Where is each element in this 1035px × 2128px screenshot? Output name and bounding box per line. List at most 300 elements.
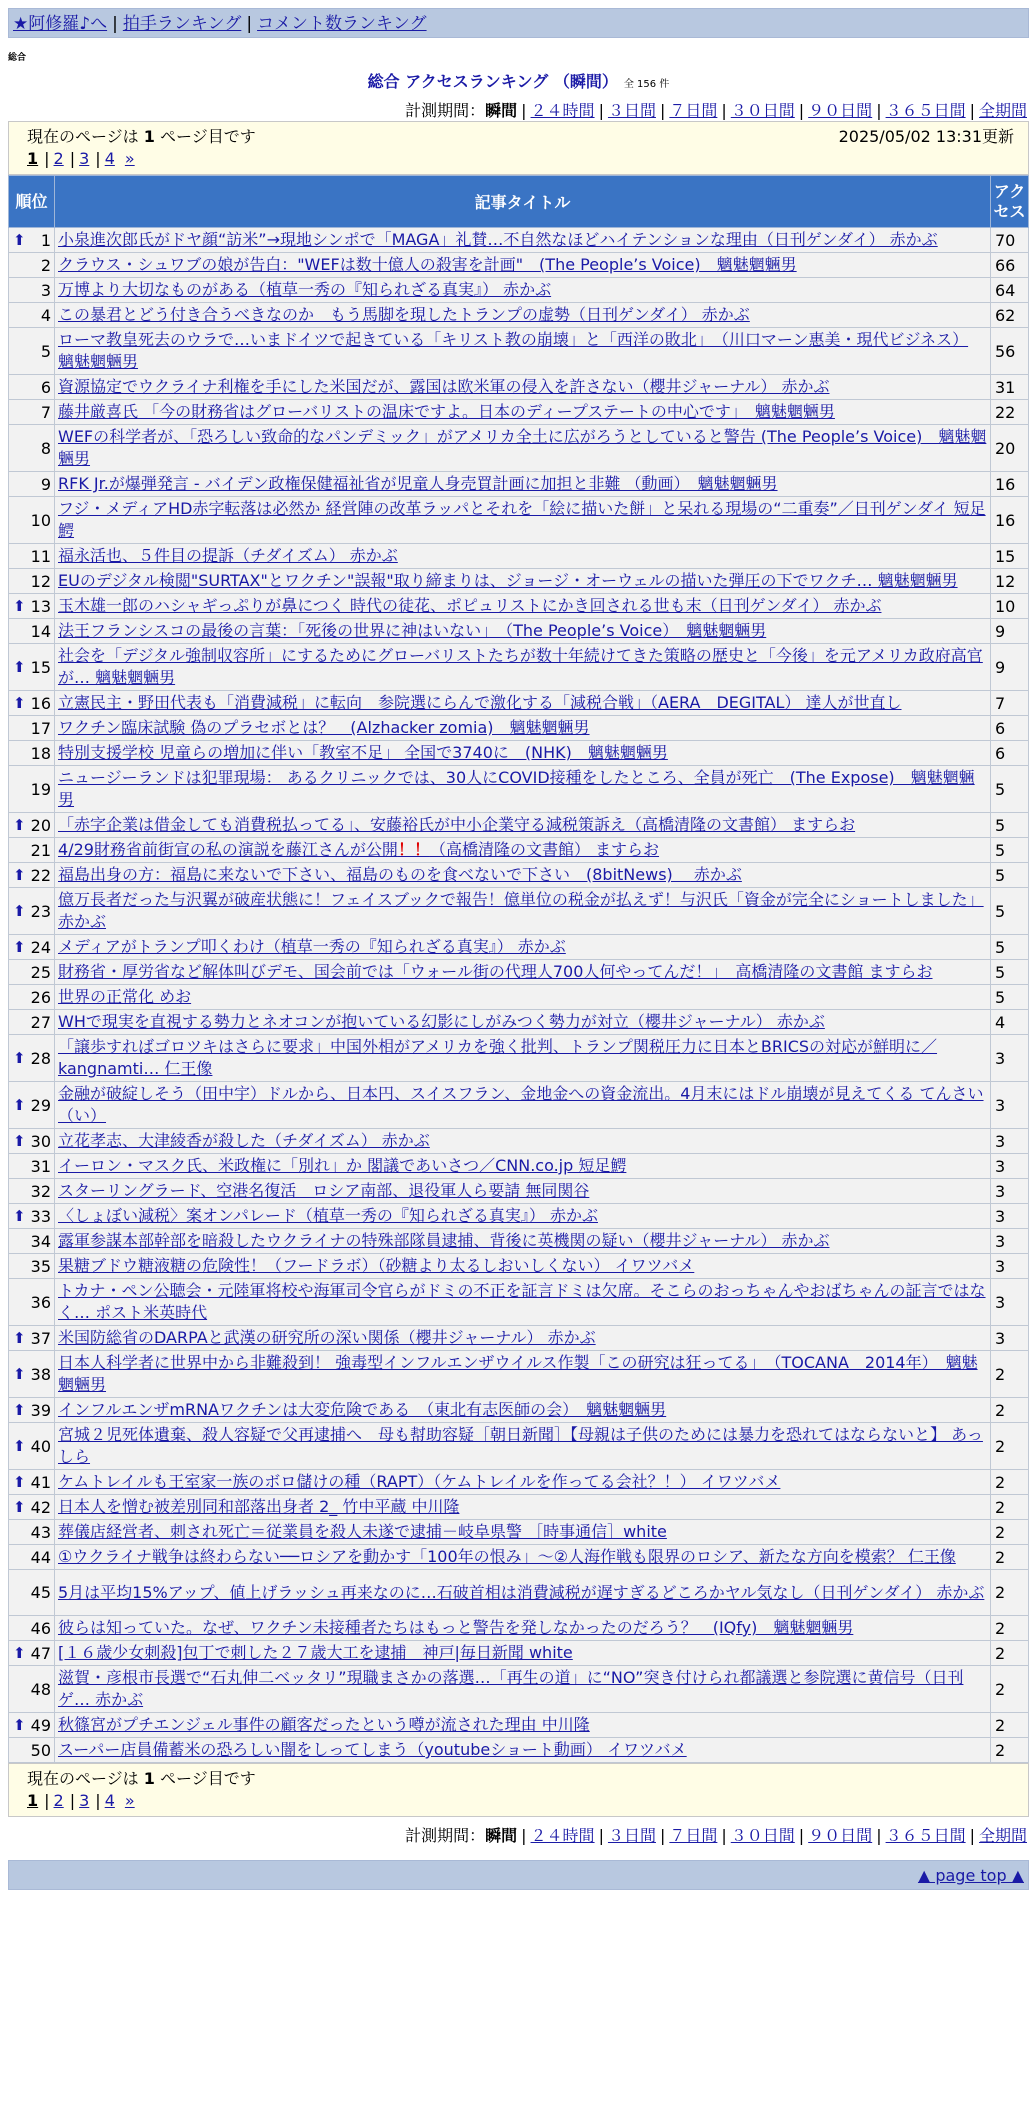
title-cell [55, 228, 991, 253]
rank-number: 49 [30, 1715, 51, 1735]
access-count: 2 [991, 1666, 1029, 1713]
title-cell [55, 1616, 991, 1641]
title-cell [55, 888, 991, 935]
rank-cell [9, 1229, 55, 1254]
table-row [9, 1279, 1029, 1326]
title-cell [55, 1179, 991, 1204]
article-link[interactable]: トカナ・ペン公聴会・元陸軍将校や海軍司令官らがドミの不正を証言ドミは欠席。そこらのおっちゃんやおばちゃんの証言ではなく… ポスト米英時代 [58, 1281, 986, 1322]
rank-number: 27 [30, 1012, 51, 1032]
table-row [9, 328, 1029, 375]
page-separator: | [95, 1791, 101, 1810]
access-count: 9 [991, 644, 1029, 691]
article-link[interactable]: クラウス・シュワブの娘が告白："WEFは数十億人の殺害を計画" (The People’s Voice) 魑魅魍魎男 [58, 255, 797, 274]
rank-cell [9, 303, 55, 328]
access-count: 5 [991, 960, 1029, 985]
access-count: 2 [991, 1641, 1029, 1666]
rank-number: 40 [30, 1436, 51, 1456]
period-current: 瞬間 [485, 1826, 518, 1845]
period-link-3[interactable]: ３０日間 [730, 101, 795, 120]
access-count: 6 [991, 741, 1029, 766]
title-cell [55, 1351, 991, 1398]
title-cell [55, 863, 991, 888]
period-link-1[interactable]: ３日間 [607, 1826, 656, 1845]
table-row [9, 1616, 1029, 1641]
article-link[interactable]: WHで現実を直視する勢力とネオコンが抱いている幻影にしがみつく勢力が対立（櫻井ジャーナル） 赤かぶ [58, 1012, 825, 1031]
article-link[interactable]: 福島出身の方：福島に来ないで下さい、福島のものを食べないで下さい (8bitNews) 赤かぶ [58, 865, 742, 884]
period-link-2[interactable]: ７日間 [669, 101, 718, 120]
rank-cell [9, 1179, 55, 1204]
access-count: 2 [991, 1738, 1029, 1763]
title-cell [55, 1035, 991, 1082]
table-row [9, 716, 1029, 741]
up-arrow-icon: ⬆ [13, 1473, 26, 1491]
access-count: 3 [991, 1204, 1029, 1229]
up-arrow-icon: ⬆ [13, 1132, 26, 1150]
nav-separator: | [112, 14, 118, 34]
page-link-1[interactable]: 3 [79, 1791, 90, 1810]
rank-cell [9, 813, 55, 838]
article-link[interactable]: 葬儀店経営者、刺され死亡＝従業員を殺人未遂で逮捕－岐阜県警 ［時事通信］white [58, 1522, 667, 1541]
period-link-5[interactable]: ３６５日間 [885, 1826, 966, 1845]
period-link-6[interactable]: 全期間 [978, 1826, 1027, 1845]
access-count: 2 [991, 1570, 1029, 1616]
rank-cell [9, 1010, 55, 1035]
table-row [9, 1423, 1029, 1470]
rank-cell [9, 1398, 55, 1423]
article-link[interactable]: 立憲民主・野田代表も「消費減税」に転向 参院選にらんで激化する「減税合戦」（AERA DEGITAL） 達人が世直し [58, 693, 902, 712]
up-arrow-icon: ⬆ [13, 866, 26, 884]
table-row [9, 1351, 1029, 1398]
rank-cell [9, 253, 55, 278]
up-arrow-icon: ⬆ [13, 1437, 26, 1455]
access-count: 6 [991, 716, 1029, 741]
access-count: 62 [991, 303, 1029, 328]
title-cell [55, 1229, 991, 1254]
rank-number: 6 [40, 377, 51, 397]
access-count: 16 [991, 497, 1029, 544]
article-link[interactable]: スーパー店員備蓄米の恐ろしい闇をしってしまう（youtubeショート動画） イワツバメ [58, 1740, 687, 1759]
table-row [9, 1129, 1029, 1154]
rank-number: 18 [30, 743, 51, 763]
page-top-link[interactable]: ▲ page top ▲ [917, 1866, 1024, 1885]
rank-cell [9, 1738, 55, 1763]
rank-cell [9, 935, 55, 960]
access-count: 5 [991, 888, 1029, 935]
rank-cell [9, 1204, 55, 1229]
updated-timestamp: 2025/05/02 13:31更新 [838, 127, 1014, 146]
table-row [9, 278, 1029, 303]
rank-number: 13 [30, 596, 51, 616]
page-title: 総合 アクセスランキング （瞬間） [367, 72, 618, 91]
title-cell [55, 497, 991, 544]
article-link[interactable]: 福永活也、５件目の提訴（チダイズム） 赤かぶ [58, 546, 398, 565]
rank-cell [9, 888, 55, 935]
up-arrow-icon: ⬆ [13, 1644, 26, 1662]
period-separator: | [798, 101, 805, 120]
rank-number: 23 [30, 901, 51, 921]
title-cell [55, 1326, 991, 1351]
ranking-rows [9, 228, 1029, 1763]
article-link[interactable]: 日本人科学者に世界中から非難殺到！ 強毒型インフルエンザウイルス作製「この研究は狂ってる」 （TOCANA 2014年） 魑魅魍魎男 [58, 1353, 978, 1394]
rank-number: 3 [40, 280, 51, 300]
rank-number: 46 [30, 1618, 51, 1638]
title-cell [55, 1423, 991, 1470]
article-link[interactable]: 4/29財務省前街宣の私の演説を藤江さんが公開！！（高橋清隆の文書館） ますらお [58, 840, 660, 859]
rank-number: 36 [30, 1292, 51, 1312]
article-link[interactable]: 露軍参謀本部幹部を暗殺したウクライナの特殊部隊員逮捕、背後に英機関の疑い（櫻井ジャーナル） 赤かぶ [58, 1231, 830, 1250]
article-link[interactable]: 金融が破綻しそう（田中宇）ドルから、日本円、スイスフラン、金地金への資金流出。4月末にはドル崩壊が見えてくる てんさい（い） [58, 1084, 984, 1125]
period-link-6[interactable]: 全期間 [978, 101, 1027, 120]
article-link[interactable]: ①ウクライナ戦争は終わらない──ロシアを動かす「100年の恨み」～②人海作戦も限界のロシア、新たな方向を模索？ 仁王像 [58, 1547, 956, 1566]
article-link[interactable]: 藤井厳喜氏 「今の財務省はグローバリストの温床ですよ。日本のディープステートの中心です」 魑魅魍魎男 [58, 402, 835, 421]
bottom-nav-bar [8, 1860, 1029, 1890]
table-row [9, 1570, 1029, 1616]
table-row [9, 1254, 1029, 1279]
article-link[interactable]: 日本人を憎む被差別同和部落出身者 2_ 竹中平蔵 中川隆 [58, 1497, 460, 1516]
period-link-1[interactable]: ３日間 [607, 101, 656, 120]
page-link-0[interactable]: 2 [53, 149, 64, 168]
rank-number: 37 [30, 1328, 51, 1348]
title-cell [55, 400, 991, 425]
access-count: 3 [991, 1082, 1029, 1129]
article-link[interactable]: 果糖ブドウ糖液糖の危険性！（フードラボ）（砂糖より太るしおいしくない） イワツバメ [58, 1256, 695, 1275]
up-arrow-icon: ⬆ [13, 1329, 26, 1347]
up-arrow-icon: ⬆ [13, 231, 26, 249]
rank-cell [9, 375, 55, 400]
period-current: 瞬間 [485, 101, 518, 120]
access-count: 66 [991, 253, 1029, 278]
page-link-2[interactable]: 4 [104, 1791, 115, 1810]
title-cell [55, 1520, 991, 1545]
up-arrow-icon: ⬆ [13, 1049, 26, 1067]
table-row [9, 375, 1029, 400]
period-link-5[interactable]: ３６５日間 [885, 101, 966, 120]
rank-number: 34 [30, 1231, 51, 1251]
table-row [9, 1520, 1029, 1545]
rank-cell [9, 1666, 55, 1713]
period-link-4[interactable]: ９０日間 [808, 1826, 873, 1845]
rank-cell [9, 228, 55, 253]
title-cell [55, 1254, 991, 1279]
table-row [9, 544, 1029, 569]
title-cell [55, 303, 991, 328]
exclamation-mark: ！！ [397, 840, 430, 859]
article-link[interactable]: 〈しょぼい減税〉案オンパレード（植草一秀の『知られざる真実』） 赤かぶ [58, 1206, 598, 1225]
rank-number: 16 [30, 693, 51, 713]
rank-number: 26 [30, 987, 51, 1007]
table-row [9, 400, 1029, 425]
ranking-heading [8, 69, 1029, 92]
access-count: 3 [991, 1035, 1029, 1082]
rank-number: 44 [30, 1547, 51, 1567]
access-count: 10 [991, 594, 1029, 619]
title-cell [55, 935, 991, 960]
article-link[interactable]: 「赤字企業は借金しても消費税払ってる」、安藤裕氏が中小企業守る減税策訴え（高橋清隆の文書館） ますらお [58, 815, 856, 834]
rank-cell [9, 1495, 55, 1520]
article-link[interactable]: 彼らは知っていた。なぜ、ワクチン未接種者たちはもっと警告を発しなかったのだろう？ (IQfy) 魑魅魍魎男 [58, 1618, 854, 1637]
period-separator: | [798, 1826, 805, 1845]
access-count: 2 [991, 1616, 1029, 1641]
table-row [9, 1641, 1029, 1666]
home-link[interactable]: ★阿修羅♪へ [13, 14, 108, 34]
title-cell [55, 544, 991, 569]
title-cell [55, 1666, 991, 1713]
up-arrow-icon: ⬆ [13, 1401, 26, 1419]
title-cell [55, 1738, 991, 1763]
rank-cell [9, 1545, 55, 1570]
period-link-0[interactable]: ２４時間 [530, 101, 595, 120]
article-link[interactable]: この暴君とどう付き合うべきなのか もう馬脚を現したトランプの虚勢（日刊ゲンダイ） 赤かぶ [58, 305, 750, 324]
next-page-link[interactable]: » [124, 149, 135, 168]
period-separator: | [659, 101, 666, 120]
rank-number: 22 [30, 865, 51, 885]
up-arrow-icon: ⬆ [13, 1716, 26, 1734]
rank-cell [9, 1154, 55, 1179]
title-cell [55, 328, 991, 375]
rank-cell [9, 985, 55, 1010]
article-link[interactable]: [１６歳少女刺殺]包丁で刺した２７歳大工を逮捕 神戸|毎日新聞 white [58, 1643, 573, 1662]
period-link-0[interactable]: ２４時間 [530, 1826, 595, 1845]
access-count: 2 [991, 1520, 1029, 1545]
access-count: 20 [991, 425, 1029, 472]
access-count: 2 [991, 1495, 1029, 1520]
up-arrow-icon: ⬆ [13, 938, 26, 956]
title-cell [55, 375, 991, 400]
title-cell [55, 644, 991, 691]
article-link[interactable]: 「譲歩すればゴロツキはさらに要求」中国外相がアメリカを強く批判、トランプ関税圧力に日本とBRICSの対応が鮮明に／kangnamti… 仁王像 [58, 1037, 938, 1078]
rank-number: 48 [30, 1679, 51, 1699]
article-link[interactable]: 資源協定でウクライナ利権を手にした米国だが、露国は欧米軍の侵入を許さない（櫻井ジャーナル） 赤かぶ [58, 377, 830, 396]
next-page-link[interactable]: » [124, 1791, 135, 1810]
period-separator: | [659, 1826, 666, 1845]
title-cell [55, 1545, 991, 1570]
table-row [9, 594, 1029, 619]
up-arrow-icon: ⬆ [13, 902, 26, 920]
rank-cell [9, 1520, 55, 1545]
page-separator: | [44, 1791, 50, 1810]
table-row [9, 888, 1029, 935]
article-link[interactable]: 宮城２児死体遺棄、殺人容疑で父再逮捕へ 母も幇助容疑［朝日新聞］【母親は子供のためには暴力を恐れてはならないと】 あっしら [58, 1425, 983, 1466]
access-count: 3 [991, 1254, 1029, 1279]
article-link[interactable]: ワクチン臨床試験 偽のプラセボとは？ (Alzhacker zomia) 魑魅魍魎男 [58, 718, 590, 737]
period-selector-top [8, 98, 1029, 121]
rank-number: 47 [30, 1643, 51, 1663]
title-cell [55, 838, 991, 863]
rank-number: 9 [40, 474, 51, 494]
rank-number: 5 [40, 341, 51, 361]
access-count: 2 [991, 1545, 1029, 1570]
page-link-1[interactable]: 3 [79, 149, 90, 168]
article-link[interactable]: スターリングラード、空港名復活 ロシア南部、退役軍人ら要請 無同関谷 [58, 1181, 590, 1200]
rank-cell [9, 741, 55, 766]
page-status: 現在のページは 1 ページ目です [27, 127, 256, 146]
article-link[interactable]: インフルエンザmRNAワクチンは大変危険である （東北有志医師の会） 魑魅魍魎男 [58, 1400, 667, 1419]
article-link[interactable]: 法王フランシスコの最後の言葉：「死後の世界に神はいない」 （The People’s Voice） 魑魅魍魎男 [58, 621, 767, 640]
title-cell [55, 619, 991, 644]
article-link[interactable]: RFK Jr.が爆弾発言 - バイデン政権保健福祉省が児童人身売買計画に加担と非難 （動画） 魑魅魍魎男 [58, 474, 778, 493]
table-row [9, 228, 1029, 253]
period-separator: | [521, 1826, 527, 1845]
rank-number: 19 [30, 779, 51, 799]
access-count: 3 [991, 1129, 1029, 1154]
period-separator: | [969, 1826, 975, 1845]
rank-number: 43 [30, 1522, 51, 1542]
page-current: 1 [27, 149, 39, 168]
article-link[interactable]: 秋篠宮がプチエンジェル事件の顧客だったという噂が流された理由 中川隆 [58, 1715, 590, 1734]
rank-number: 28 [30, 1048, 51, 1068]
up-arrow-icon: ⬆ [13, 1096, 26, 1114]
title-cell [55, 766, 991, 813]
title-cell [55, 253, 991, 278]
access-count: 5 [991, 863, 1029, 888]
title-cell [55, 1154, 991, 1179]
article-link[interactable]: 世界の正常化 めお [58, 987, 192, 1006]
rank-cell [9, 472, 55, 497]
article-link[interactable]: 5月は平均15%アップ、値上げラッシュ再来なのに…石破首相は消費減税が遅すぎるどころかヤル気なし（日刊ゲンダイ） 赤かぶ [58, 1582, 985, 1602]
rank-cell [9, 544, 55, 569]
period-separator: | [969, 101, 975, 120]
title-cell [55, 1279, 991, 1326]
top-nav-bar [8, 8, 1029, 38]
rank-cell [9, 1129, 55, 1154]
article-link[interactable]: 立花孝志、大津綾香が殺した（チダイズム） 赤かぶ [58, 1131, 430, 1150]
article-link[interactable]: 億万長者だった与沢翼が破産状態に！フェイスブックで報告！億単位の税金が払えず！与沢氏「資金が完全にショートしました」 赤かぶ [58, 890, 984, 931]
rank-cell [9, 1254, 55, 1279]
title-cell [55, 691, 991, 716]
table-row [9, 303, 1029, 328]
rank-cell [9, 400, 55, 425]
access-count: 2 [991, 1423, 1029, 1470]
access-count: 2 [991, 1470, 1029, 1495]
col-title-header: 記事タイトル [55, 176, 991, 228]
table-row [9, 766, 1029, 813]
page-link-0[interactable]: 2 [53, 1791, 64, 1810]
rank-number: 8 [40, 438, 51, 458]
rank-cell [9, 1713, 55, 1738]
table-row [9, 1738, 1029, 1763]
page-separator: | [69, 1791, 76, 1810]
period-link-2[interactable]: ７日間 [669, 1826, 718, 1845]
table-row [9, 863, 1029, 888]
rank-cell [9, 863, 55, 888]
rank-number: 20 [30, 815, 51, 835]
rank-cell [9, 425, 55, 472]
period-label: 計測期間： [405, 1826, 486, 1845]
table-row [9, 1326, 1029, 1351]
table-row [9, 960, 1029, 985]
access-count: 2 [991, 1713, 1029, 1738]
up-arrow-icon: ⬆ [13, 1365, 26, 1383]
access-count: 3 [991, 1279, 1029, 1326]
table-row [9, 1470, 1029, 1495]
table-row [9, 425, 1029, 472]
article-link[interactable]: 小泉進次郎氏がドヤ顔“訪米”→現地シンポで「MAGA」礼賛…不自然なほどハイテンションな理由（日刊ゲンダイ） 赤かぶ [58, 230, 938, 249]
rank-number: 4 [40, 305, 51, 325]
access-count: 22 [991, 400, 1029, 425]
article-link[interactable]: 財務省・厚労省など解体叫びデモ、国会前では「ウォール街の代理人700人何やってんだ！」 高橋清隆の文書館 ますらお [58, 962, 933, 981]
access-count: 56 [991, 328, 1029, 375]
title-cell [55, 1129, 991, 1154]
table-row [9, 985, 1029, 1010]
access-count: 3 [991, 1229, 1029, 1254]
up-arrow-icon: ⬆ [13, 1207, 26, 1225]
access-count: 2 [991, 1351, 1029, 1398]
title-cell [55, 1010, 991, 1035]
article-link[interactable]: フジ・メディアHD赤字転落は必然か 経営陣の改革ラッパとそれを「絵に描いた餅」と呆れる現場の“二重奏”／日刊ゲンダイ 短足鰐 [58, 499, 986, 540]
table-row [9, 497, 1029, 544]
table-row [9, 1545, 1029, 1570]
page-separator: | [69, 149, 76, 168]
access-count: 3 [991, 1179, 1029, 1204]
rank-cell [9, 716, 55, 741]
access-count: 5 [991, 766, 1029, 813]
title-cell [55, 594, 991, 619]
rank-cell [9, 960, 55, 985]
rank-number: 45 [30, 1583, 51, 1602]
article-link[interactable]: 社会を「デジタル強制収容所」にするためにグローバリストたちが数十年続けてきた策略の歴史と「今後」を元アメリカ政府高官が… 魑魅魍魎男 [58, 646, 983, 687]
article-link[interactable]: 玉木雄一郎のハシャギっぷりが鼻につく 時代の徒花、ポピュリストにかき回される世も末（日刊ゲンダイ） 赤かぶ [58, 596, 882, 615]
table-row [9, 472, 1029, 497]
period-label: 計測期間： [405, 101, 486, 120]
rank-number: 32 [30, 1181, 51, 1201]
article-link[interactable]: 特別支援学校 児童らの増加に伴い「教室不足」 全国で3740に (NHK) 魑魅魍魎男 [58, 743, 668, 762]
article-link[interactable]: ローマ教皇死去のウラで…いまドイツで起きている「キリスト教の崩壊」と「西洋の敗北」 （川口マーン惠美・現代ビジネス） 魑魅魍魎男 [58, 330, 969, 371]
article-link[interactable]: イーロン・マスク氏、米政権に「別れ」か 閣議であいさつ／CNN.co.jp 短足鰐 [58, 1156, 627, 1175]
article-link[interactable]: 米国防総省のDARPAと武漢の研究所の深い関係（櫻井ジャーナル） 赤かぶ [58, 1328, 596, 1347]
article-link[interactable]: WEFの科学者が、「恐ろしい致命的なパンデミック」がアメリカ全土に広がろうとしていると警告 (The People’s Voice) 魑魅魍魎男 [58, 427, 987, 468]
access-count: 12 [991, 569, 1029, 594]
rank-cell [9, 1279, 55, 1326]
table-row [9, 813, 1029, 838]
table-row [9, 644, 1029, 691]
article-link[interactable]: ケムトレイルも王室家一族のボロ儲けの種（RAPT）（ケムトレイルを作ってる会社？！） イワツバメ [58, 1472, 781, 1491]
rank-cell [9, 594, 55, 619]
period-separator: | [598, 1826, 604, 1845]
title-cell [55, 472, 991, 497]
clap-ranking-link[interactable]: 拍手ランキング [122, 14, 242, 34]
article-link[interactable]: EUのデジタル検閲"SURTAX"とワクチン"誤報"取り締まりは、ジョージ・オーウェルの描いた弾圧の下でワクチ… 魑魅魍魎男 [58, 571, 958, 590]
table-row [9, 691, 1029, 716]
article-link[interactable]: メディアがトランプ叩くわけ（植草一秀の『知られざる真実』） 赤かぶ [58, 937, 566, 956]
rank-cell [9, 1082, 55, 1129]
article-link[interactable]: 滋賀・彦根市長選で“石丸伸二ベッタリ”現職まさかの落選…「再生の道」に“NO”突き付けられ都議選と参院選に黄信号（日刊ゲ… 赤かぶ [58, 1668, 964, 1709]
table-row [9, 1204, 1029, 1229]
rank-number: 11 [30, 546, 51, 566]
title-cell [55, 741, 991, 766]
period-link-3[interactable]: ３０日間 [730, 1826, 795, 1845]
rank-cell [9, 1616, 55, 1641]
comment-ranking-link[interactable]: コメント数ランキング [257, 14, 427, 34]
table-row [9, 1179, 1029, 1204]
title-cell [55, 813, 991, 838]
rank-number: 2 [40, 255, 51, 275]
article-link[interactable]: 万博より大切なものがある（植草一秀の『知られざる真実』） 赤かぶ [58, 280, 552, 299]
title-cell [55, 1570, 991, 1616]
title-cell [55, 1495, 991, 1520]
rank-number: 14 [30, 621, 51, 641]
rank-cell [9, 328, 55, 375]
page-link-2[interactable]: 4 [104, 149, 115, 168]
rank-number: 33 [30, 1206, 51, 1226]
rank-cell [9, 838, 55, 863]
article-link[interactable]: ニュージーランドは犯罪現場： あるクリニックでは、30人にCOVID接種をしたところ、全員が死亡 (The Expose) 魑魅魍魎男 [58, 768, 975, 809]
category-label: 総合 [8, 53, 27, 63]
rank-number: 39 [30, 1400, 51, 1420]
period-link-4[interactable]: ９０日間 [808, 101, 873, 120]
rank-cell [9, 497, 55, 544]
ranking-table [8, 175, 1029, 1763]
rank-cell [9, 1470, 55, 1495]
